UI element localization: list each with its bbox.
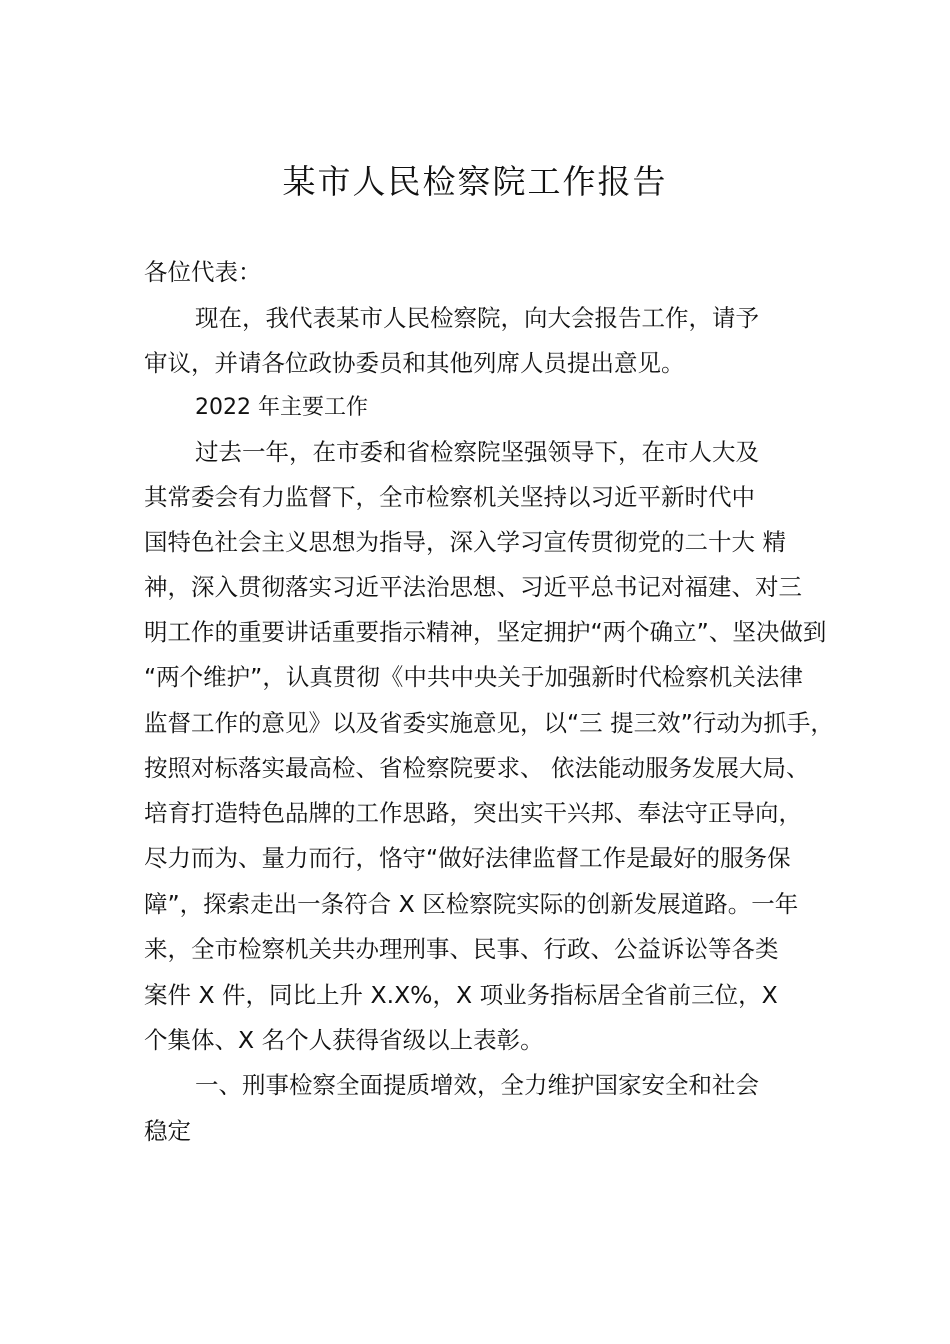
document-title: 某市人民检察院工作报告 bbox=[282, 162, 668, 201]
body-line: 培育打造特色品牌的工作思路，突出实干兴邦、奉法守正导向， bbox=[144, 799, 802, 827]
body-line: 国特色社会主义思想为指导，深入学习宣传贯彻党的二十大 精 bbox=[144, 528, 786, 556]
body-line: 审议，并请各位政协委员和其他列席人员提出意见。 bbox=[144, 349, 685, 377]
body-line: 稳定 bbox=[144, 1117, 191, 1145]
body-line: 来，全市检察机关共办理刑事、民事、行政、公益诉讼等各类 bbox=[144, 935, 779, 963]
section-heading: 2022 年主要工作 bbox=[195, 395, 368, 420]
body-line: 其常委会有力监督下，全市检察机关坚持以习近平新时代中 bbox=[144, 483, 755, 511]
salutation-line: 各位代表： bbox=[144, 258, 262, 286]
body-line: 现在，我代表某市人民检察院，向大会报告工作，请予 bbox=[195, 304, 759, 332]
body-line: 过去一年，在市委和省检察院坚强领导下，在市人大及 bbox=[195, 438, 759, 466]
body-line: 案件 X 件，同比上升 X.X%，X 项业务指标居全省前三位，X bbox=[144, 981, 778, 1009]
body-line: 障”，探索走出一条符合 X 区检察院实际的创新发展道路。一年 bbox=[144, 890, 799, 918]
body-line: 尽力而为、量力而行，恪守“做好法律监督工作是最好的服务保 bbox=[144, 844, 791, 872]
body-line: 明工作的重要讲话重要指示精神，坚定拥护“两个确立”、坚决做到 bbox=[144, 618, 827, 646]
body-line: “两个维护”，认真贯彻《中共中央关于加强新时代检察机关法律 bbox=[144, 663, 803, 691]
section-heading: 一、刑事检察全面提质增效，全力维护国家安全和社会 bbox=[195, 1071, 759, 1099]
body-line: 按照对标落实最高检、省检察院要求、 依法能动服务发展大局、 bbox=[144, 754, 810, 782]
body-line: 个集体、X 名个人获得省级以上表彰。 bbox=[144, 1026, 544, 1054]
body-line: 神，深入贯彻落实习近平法治思想、习近平总书记对福建、对三 bbox=[144, 573, 802, 601]
body-line: 监督工作的意见》以及省委实施意见，以“三 提三效”行动为抓手， bbox=[144, 709, 834, 737]
